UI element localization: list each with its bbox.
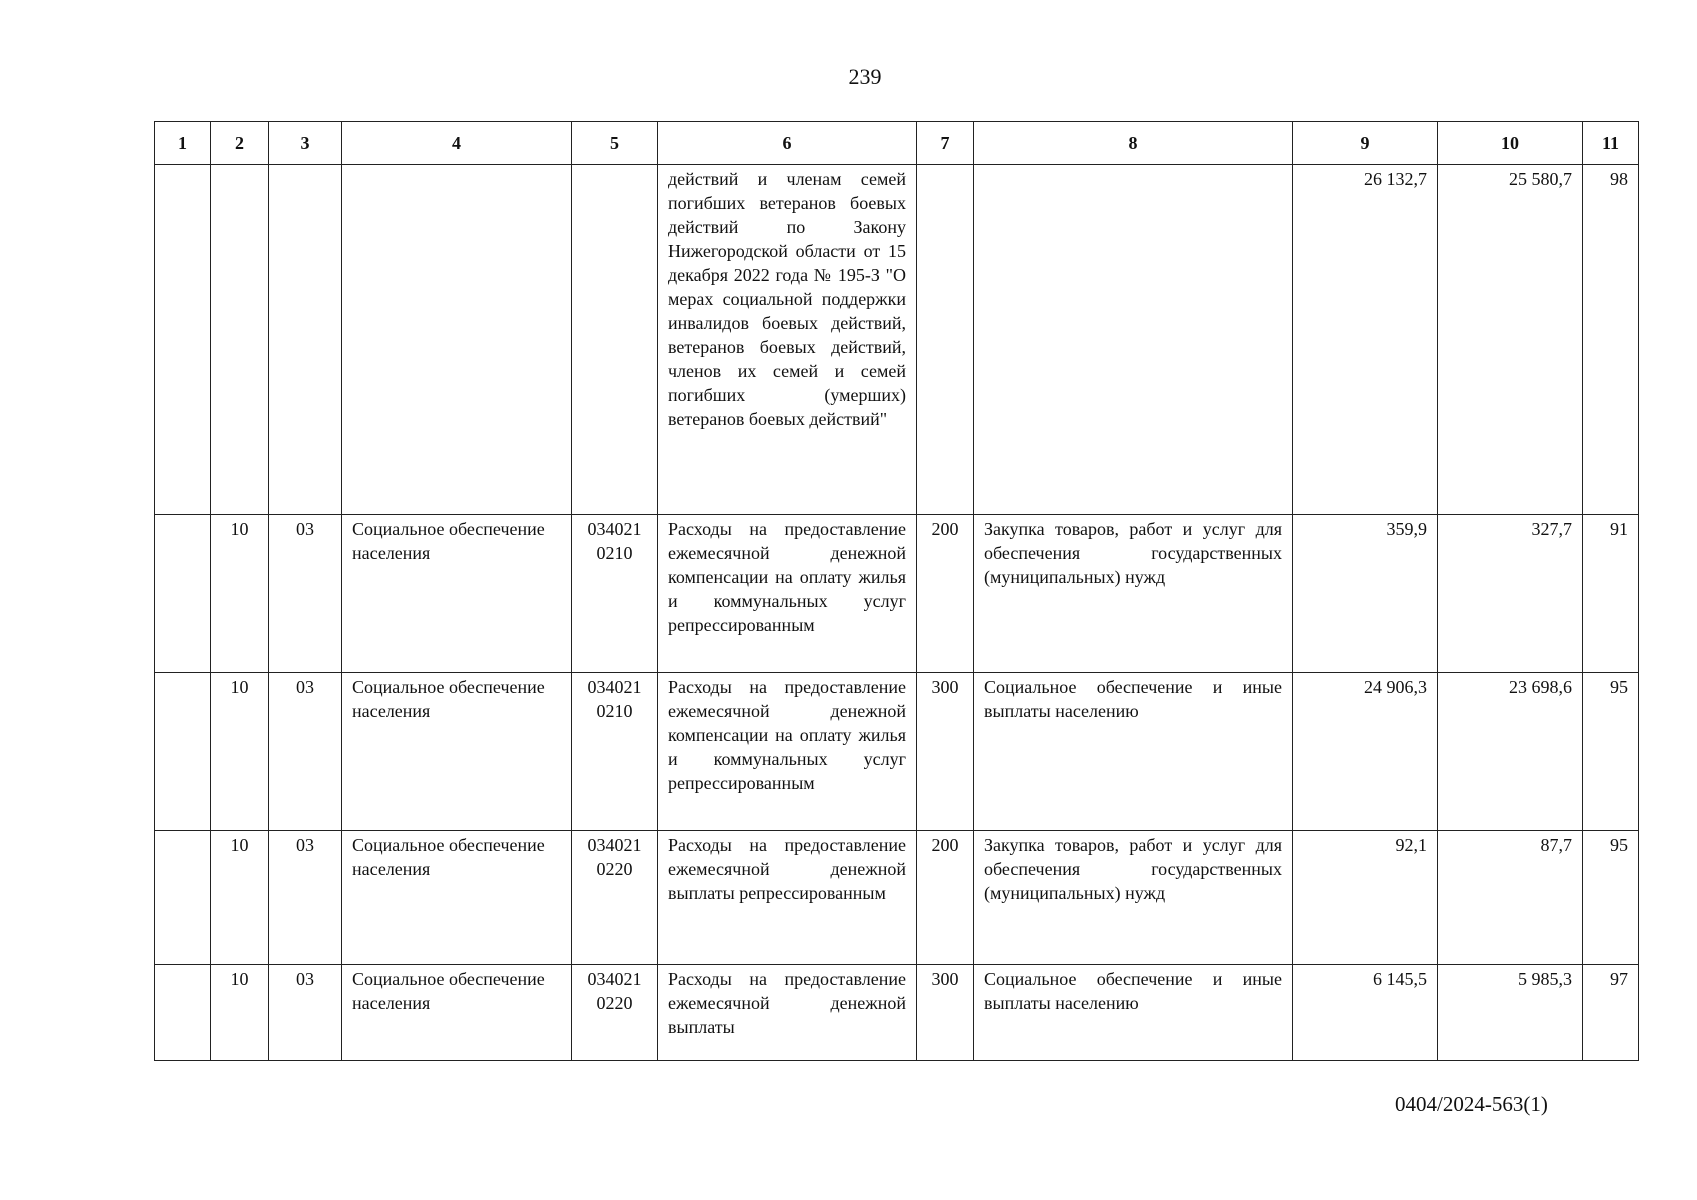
table-body <box>155 165 1639 1061</box>
cell-subsection-name: Социальное обеспечение населения <box>342 965 572 1061</box>
cell-target-code <box>572 965 658 1061</box>
cell-col-1 <box>155 831 211 965</box>
header-col-3: 3 <box>269 122 342 165</box>
cell-section: 10 <box>211 515 269 673</box>
target-code-part-2: 0220 <box>596 859 633 879</box>
cell-subsection-name: Социальное обеспечение населения <box>342 831 572 965</box>
cell-expense-name: Расходы на предоставление ежемесячной денежной выплаты репрессированным <box>658 831 917 965</box>
cell-subsection <box>269 165 342 515</box>
cell-subsection-name: Социальное обеспечение населения <box>342 673 572 831</box>
cell-expense-type-code: 300 <box>917 965 974 1061</box>
header-col-10: 10 <box>1438 122 1583 165</box>
page-number: 239 <box>848 64 882 89</box>
cell-actual-amount: 5 985,3 <box>1438 965 1583 1061</box>
cell-col-1 <box>155 965 211 1061</box>
target-code-part-2: 0210 <box>596 701 633 721</box>
cell-subsection: 03 <box>269 673 342 831</box>
cell-target-code <box>572 515 658 673</box>
cell-percent: 91 <box>1583 515 1639 673</box>
table-row <box>155 165 1639 515</box>
cell-subsection-name <box>342 165 572 515</box>
document-code: 0404/2024-563(1) <box>1395 1092 1548 1116</box>
cell-expense-type-name <box>974 165 1293 515</box>
cell-section <box>211 165 269 515</box>
target-code-part-2: 0210 <box>596 543 633 563</box>
cell-section: 10 <box>211 831 269 965</box>
target-code-part-1: 034021 <box>587 677 642 697</box>
cell-subsection: 03 <box>269 515 342 673</box>
target-code-part-1: 034021 <box>587 835 642 855</box>
cell-planned-amount: 24 906,3 <box>1293 673 1438 831</box>
cell-subsection: 03 <box>269 965 342 1061</box>
cell-planned-amount: 26 132,7 <box>1293 165 1438 515</box>
cell-subsection: 03 <box>269 831 342 965</box>
header-col-4: 4 <box>342 122 572 165</box>
cell-expense-name: действий и членам семей погибших ветеранов боевых действий по Закону Нижегородской области от 15 декабря 2022 года № 195-З "О мерах социальной поддержки инвалидов боевых действий, ветеранов боевых действий, членов их семей и семей погибших (умерших) ветеранов боевых действий" <box>658 165 917 515</box>
header-col-2: 2 <box>211 122 269 165</box>
header-col-11: 11 <box>1583 122 1639 165</box>
cell-target-code <box>572 673 658 831</box>
header-col-6: 6 <box>658 122 917 165</box>
cell-col-1 <box>155 673 211 831</box>
cell-expense-type-code <box>917 165 974 515</box>
cell-planned-amount: 359,9 <box>1293 515 1438 673</box>
header-col-9: 9 <box>1293 122 1438 165</box>
cell-planned-amount: 6 145,5 <box>1293 965 1438 1061</box>
cell-percent: 98 <box>1583 165 1639 515</box>
cell-actual-amount: 23 698,6 <box>1438 673 1583 831</box>
cell-target-code <box>572 165 658 515</box>
cell-section: 10 <box>211 965 269 1061</box>
cell-expense-type-name: Социальное обеспечение и иные выплаты населению <box>974 673 1293 831</box>
cell-expense-type-code: 300 <box>917 673 974 831</box>
header-row <box>155 122 1639 165</box>
header-col-7: 7 <box>917 122 974 165</box>
header-col-1: 1 <box>155 122 211 165</box>
cell-section: 10 <box>211 673 269 831</box>
table-row <box>155 831 1639 965</box>
cell-percent: 95 <box>1583 831 1639 965</box>
cell-percent: 97 <box>1583 965 1639 1061</box>
cell-expense-name: Расходы на предоставление ежемесячной денежной компенсации на оплату жилья и коммунальных услуг репрессированным <box>658 515 917 673</box>
table-header <box>155 122 1639 165</box>
cell-col-1 <box>155 165 211 515</box>
cell-target-code <box>572 831 658 965</box>
cell-expense-name: Расходы на предоставление ежемесячной денежной компенсации на оплату жилья и коммунальных услуг репрессированным <box>658 673 917 831</box>
target-code-part-1: 034021 <box>587 519 642 539</box>
budget-table <box>154 121 1639 1061</box>
target-code-part-2: 0220 <box>596 993 633 1013</box>
header-col-5: 5 <box>572 122 658 165</box>
cell-expense-type-name: Закупка товаров, работ и услуг для обеспечения государственных (муниципальных) нужд <box>974 515 1293 673</box>
cell-actual-amount: 87,7 <box>1438 831 1583 965</box>
cell-planned-amount: 92,1 <box>1293 831 1438 965</box>
cell-expense-name: Расходы на предоставление ежемесячной денежной выплаты <box>658 965 917 1061</box>
header-col-8: 8 <box>974 122 1293 165</box>
cell-expense-type-name: Социальное обеспечение и иные выплаты населению <box>974 965 1293 1061</box>
cell-actual-amount: 327,7 <box>1438 515 1583 673</box>
cell-subsection-name: Социальное обеспечение населения <box>342 515 572 673</box>
table-row <box>155 965 1639 1061</box>
cell-percent: 95 <box>1583 673 1639 831</box>
cell-expense-type-name: Закупка товаров, работ и услуг для обеспечения государственных (муниципальных) нужд <box>974 831 1293 965</box>
table-row <box>155 673 1639 831</box>
cell-col-1 <box>155 515 211 673</box>
cell-actual-amount: 25 580,7 <box>1438 165 1583 515</box>
target-code-part-1: 034021 <box>587 969 642 989</box>
cell-expense-type-code: 200 <box>917 831 974 965</box>
table-row <box>155 515 1639 673</box>
cell-expense-type-code: 200 <box>917 515 974 673</box>
